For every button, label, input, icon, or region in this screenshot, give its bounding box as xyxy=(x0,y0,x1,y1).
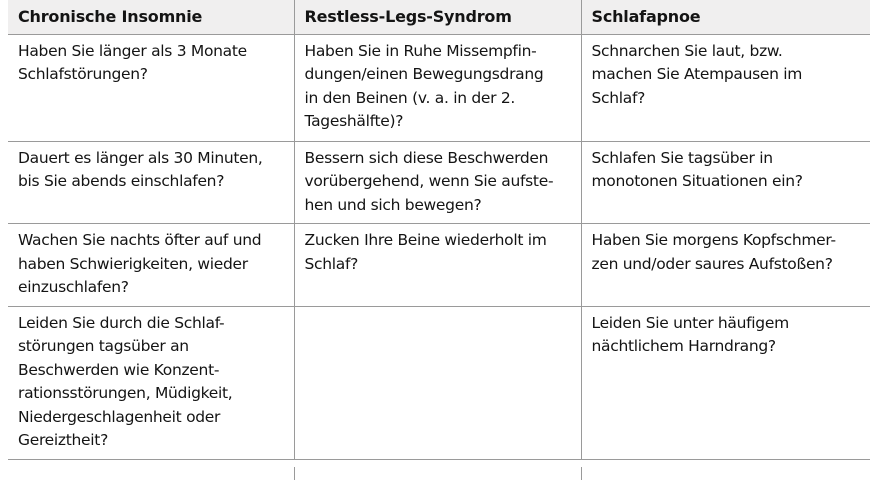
question-text: Zucken Ihre Beine wiederholt im Schlaf? xyxy=(304,231,547,273)
table-cell xyxy=(8,306,294,459)
table-cell xyxy=(581,224,870,307)
column-header-restless-legs-syndrom: Restless-Legs-Syndrom xyxy=(294,0,581,34)
table-continuation xyxy=(8,467,870,480)
sleep-disorder-questionnaire-table xyxy=(8,0,870,460)
table-cell xyxy=(581,141,870,224)
table-cell xyxy=(8,224,294,307)
question-text: Leiden Sie durch die Schlaf- störungen tagsüber an Beschwerden wie Konzent- rationsstörungen, Müdigkeit, Niedergeschlagenheit oder Gereiztheit? xyxy=(18,313,233,449)
question-text: Wachen Sie nachts öfter auf und haben Schwierigkeiten, wieder einzuschlafen? xyxy=(18,231,262,296)
table-cell xyxy=(8,34,294,141)
table-row xyxy=(8,34,870,141)
table-cell-empty xyxy=(294,306,581,459)
question-text: Schnarchen Sie laut, bzw. machen Sie Atempausen im Schlaf? xyxy=(591,41,803,107)
column-header-schlafapnoe: Schlafapnoe xyxy=(581,0,870,34)
column-divider xyxy=(294,467,295,480)
table-cell xyxy=(294,224,581,307)
table-header-row xyxy=(8,0,870,34)
question-text: Haben Sie länger als 3 Monate Schlafstörungen? xyxy=(18,41,247,83)
table-row xyxy=(8,141,870,224)
table-cell xyxy=(294,141,581,224)
table-cell xyxy=(581,34,870,141)
question-text: Leiden Sie unter häufigem nächtlichem Harndrang? xyxy=(591,313,789,355)
question-text: Dauert es länger als 30 Minuten, bis Sie abends einschlafen? xyxy=(18,148,263,190)
question-text: Bessern sich diese Beschwerden vorübergehend, wenn Sie aufste- hen und sich bewegen? xyxy=(304,148,554,214)
table-cell xyxy=(294,34,581,141)
question-text: Haben Sie in Ruhe Missempfin- dungen/einen Bewegungsdrang in den Beinen (v. a. in der 2. Tageshälfte)? xyxy=(304,41,544,130)
column-header-chronische-insomnie: Chronische Insomnie xyxy=(8,0,294,34)
table-row xyxy=(8,306,870,459)
column-divider xyxy=(581,467,582,480)
table-cell xyxy=(8,141,294,224)
question-text: Haben Sie morgens Kopfschmer- zen und/oder saures Aufstoßen? xyxy=(591,231,836,273)
table-row xyxy=(8,224,870,307)
table-cell xyxy=(581,306,870,459)
question-text: Schlafen Sie tagsüber in monotonen Situationen ein? xyxy=(591,148,803,190)
